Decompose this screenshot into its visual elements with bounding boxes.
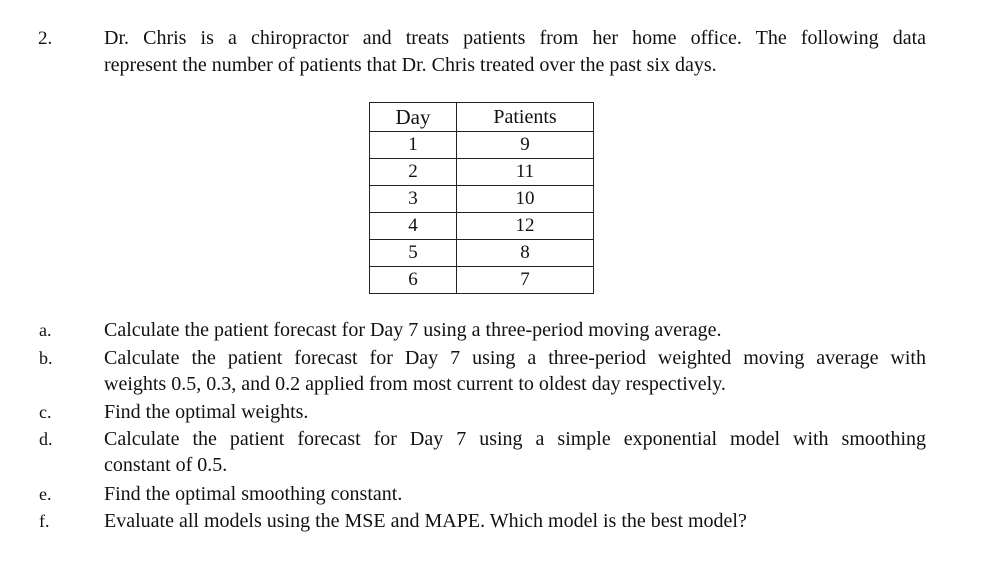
part-label: c. [39, 402, 52, 422]
part-text [104, 426, 926, 478]
table-row [370, 213, 594, 240]
patients-table [369, 102, 594, 294]
cell-patients: 8 [457, 240, 594, 267]
table-row [370, 267, 594, 294]
header-patients: Patients [457, 103, 594, 132]
cell-patients: 9 [457, 132, 594, 159]
part-line: Calculate the patient forecast for Day 7 using a three-period weighted moving average with [104, 347, 926, 369]
cell-patients: 12 [457, 213, 594, 240]
part-line: Calculate the patient forecast for Day 7 using a three-period moving average. [104, 319, 722, 341]
table-header-row [370, 103, 594, 132]
part-text [104, 317, 926, 343]
part-label: a. [39, 320, 52, 340]
part-line: Calculate the patient forecast for Day 7 using a simple exponential model with smoothing [104, 428, 926, 450]
header-day: Day [370, 103, 457, 132]
table-row [370, 132, 594, 159]
cell-patients: 7 [457, 267, 594, 294]
part-label: f. [39, 511, 50, 531]
cell-patients: 10 [457, 186, 594, 213]
table-row [370, 240, 594, 267]
part-text [104, 481, 926, 507]
intro-line: represent the number of patients that Dr. Chris treated over the past six days. [104, 54, 717, 76]
cell-day: 4 [370, 213, 457, 240]
part-text [104, 399, 926, 425]
part-text [104, 508, 926, 534]
table-row [370, 186, 594, 213]
part-label: d. [39, 429, 53, 449]
cell-day: 3 [370, 186, 457, 213]
cell-day: 2 [370, 159, 457, 186]
part-line: weights 0.5, 0.3, and 0.2 applied from most current to oldest day respectively. [104, 373, 726, 395]
cell-day: 1 [370, 132, 457, 159]
part-line: Evaluate all models using the MSE and MAPE. Which model is the best model? [104, 510, 747, 532]
cell-patients: 11 [457, 159, 594, 186]
part-text [104, 345, 926, 397]
question-intro [104, 25, 926, 79]
part-line: constant of 0.5. [104, 454, 228, 476]
table-row [370, 159, 594, 186]
part-line: Find the optimal smoothing constant. [104, 483, 403, 505]
cell-day: 5 [370, 240, 457, 267]
part-line: Find the optimal weights. [104, 401, 309, 423]
part-label: b. [39, 348, 53, 368]
intro-line: Dr. Chris is a chiropractor and treats patients from her home office. The following data [104, 27, 926, 49]
part-label: e. [39, 484, 52, 504]
cell-day: 6 [370, 267, 457, 294]
question-number: 2. [38, 28, 53, 49]
